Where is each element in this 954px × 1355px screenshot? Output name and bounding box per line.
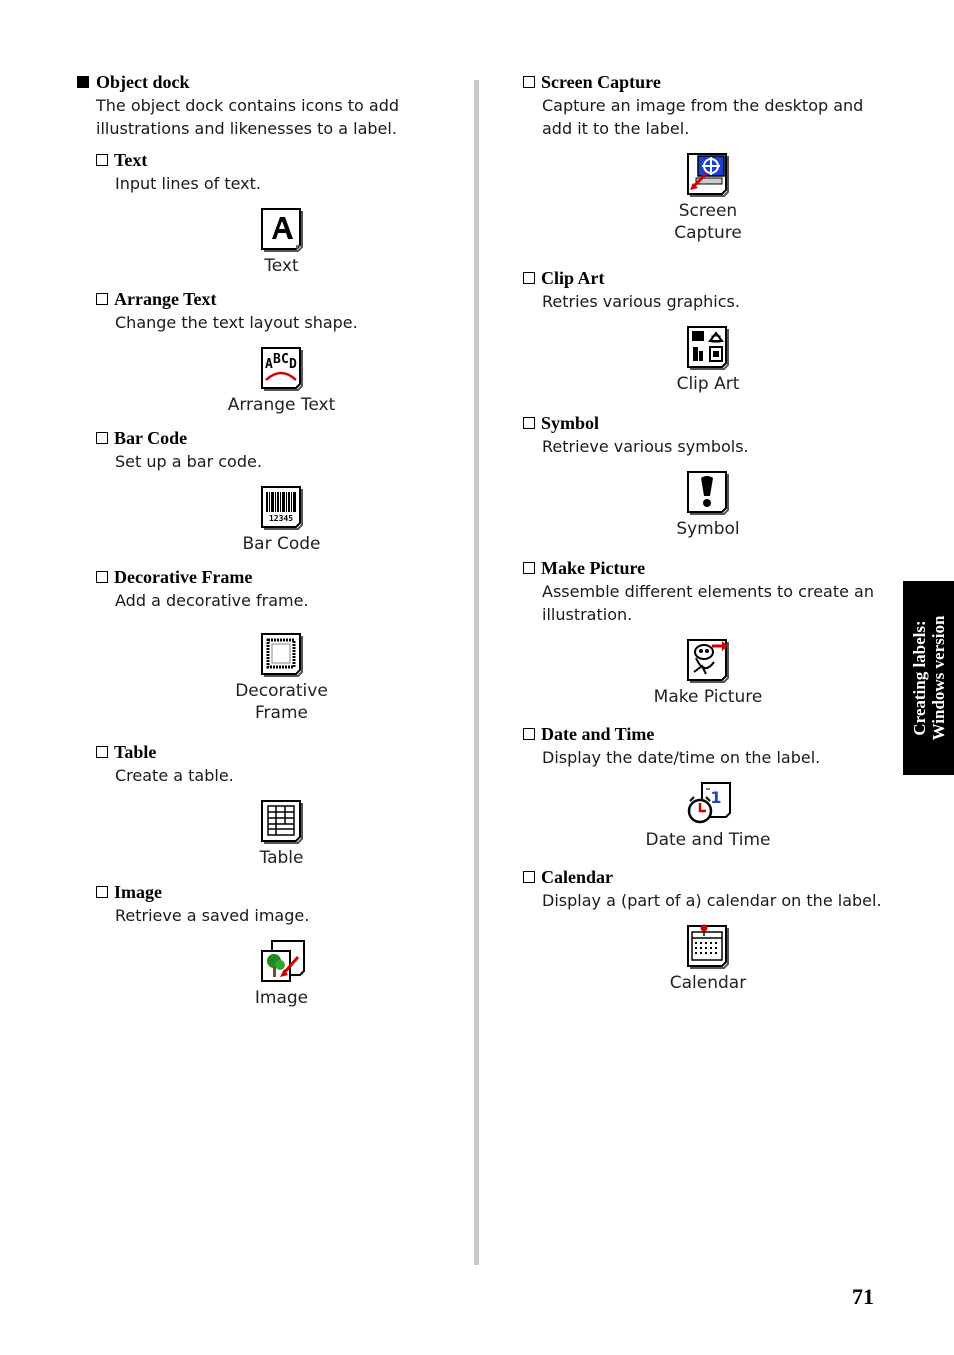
svg-text:1: 1 (710, 788, 722, 807)
item-title: Date and Time (541, 724, 655, 744)
item-clip-art (523, 266, 893, 395)
item-title: Symbol (541, 413, 600, 433)
dock-button-clip-art[interactable] (523, 323, 893, 395)
checkbox-bullet-icon (523, 871, 535, 883)
dock-button-table[interactable] (96, 797, 467, 869)
item-text (96, 148, 467, 277)
dock-button-decorative-frame[interactable] (96, 630, 467, 724)
svg-text:C: C (280, 352, 289, 367)
section-heading-text: Object dock (96, 72, 190, 92)
item-desc: Retries various graphics. (542, 292, 740, 311)
item-symbol (523, 411, 893, 540)
chapter-side-tab (903, 581, 954, 775)
item-title: Image (114, 882, 162, 902)
item-calendar (523, 865, 893, 994)
item-desc: Add a decorative frame. (115, 591, 309, 610)
icon-label: Calendar (669, 973, 747, 993)
checkbox-bullet-icon (96, 293, 108, 305)
item-desc: Retrieve a saved image. (115, 906, 310, 925)
barcode-icon (258, 483, 306, 531)
item-date-time (523, 722, 893, 851)
item-desc: Change the text layout shape. (115, 313, 358, 332)
dock-button-calendar[interactable] (523, 922, 893, 994)
icon-label: Image (254, 988, 309, 1008)
item-desc: Display a (part of a) calendar on the label. (542, 891, 882, 910)
item-heading (523, 556, 893, 580)
icon-label: Date and Time (645, 830, 771, 850)
item-image (96, 880, 467, 1009)
item-heading (96, 148, 467, 172)
icon-label: Arrange Text (227, 395, 336, 415)
text-icon (258, 205, 306, 253)
item-title: Screen Capture (541, 72, 661, 92)
icon-label: Clip Art (676, 374, 740, 394)
page-number: 71 (852, 1284, 874, 1309)
arrange-text-icon (258, 344, 306, 392)
checkbox-bullet-icon (523, 76, 535, 88)
left-column (77, 70, 467, 1009)
item-decorative-frame (96, 565, 467, 724)
item-title: Make Picture (541, 558, 646, 578)
section-heading (77, 70, 467, 94)
item-title: Calendar (541, 867, 613, 887)
svg-text:B: B (272, 352, 281, 367)
checkbox-bullet-icon (523, 272, 535, 284)
icon-label: Table (259, 848, 304, 868)
item-heading (96, 740, 467, 764)
item-desc: Assemble different elements to create an illustration. (542, 582, 874, 624)
table-icon (258, 797, 306, 845)
dock-button-bar-code[interactable] (96, 483, 467, 555)
icon-label: Make Picture (653, 687, 763, 707)
item-title: Decorative Frame (114, 567, 253, 587)
item-title: Text (114, 150, 148, 170)
dock-button-symbol[interactable] (523, 468, 893, 540)
dock-button-arrange-text[interactable] (96, 344, 467, 416)
item-screen-capture (523, 70, 893, 244)
item-desc: Input lines of text. (115, 174, 261, 193)
svg-text:A: A (264, 357, 273, 372)
dock-button-text[interactable] (96, 205, 467, 277)
checkbox-bullet-icon (523, 562, 535, 574)
item-heading (96, 287, 467, 311)
section-intro: The object dock contains icons to add illustrations and likenesses to a label. (96, 96, 399, 138)
decorative-frame-icon (258, 630, 306, 678)
item-heading (523, 266, 893, 290)
checkbox-bullet-icon (96, 571, 108, 583)
screen-capture-icon (684, 150, 732, 198)
dock-button-date-time[interactable] (523, 779, 893, 851)
checkbox-bullet-icon (523, 728, 535, 740)
item-title: Clip Art (541, 268, 605, 288)
item-heading (96, 880, 467, 904)
item-heading (523, 411, 893, 435)
column-divider (474, 80, 479, 1265)
item-title: Bar Code (114, 428, 188, 448)
icon-label: Bar Code (242, 534, 321, 554)
svg-text:12345: 12345 (268, 514, 293, 523)
item-table (96, 740, 467, 869)
calendar-icon (684, 922, 732, 970)
checkbox-bullet-icon (96, 886, 108, 898)
svg-text:D: D (288, 357, 297, 372)
icon-label: Symbol (676, 519, 740, 539)
side-tab-line1: Creating labels: (909, 620, 929, 736)
item-desc: Display the date/time on the label. (542, 748, 821, 767)
item-title: Table (114, 742, 157, 762)
right-column (523, 70, 893, 994)
item-heading (96, 565, 467, 589)
item-desc: Capture an image from the desktop and add it to the label. (542, 96, 864, 138)
icon-label: Decorative Frame (235, 681, 328, 723)
item-desc: Create a table. (115, 766, 234, 785)
image-icon (258, 937, 306, 985)
filled-square-bullet-icon (77, 76, 89, 88)
item-arrange-text (96, 287, 467, 416)
item-desc: Retrieve various symbols. (542, 437, 749, 456)
side-tab-line2: Windows version (928, 615, 948, 741)
side-tab-text (910, 616, 948, 741)
icon-label: Text (264, 256, 299, 276)
icon-label: Screen Capture (674, 201, 742, 243)
dock-button-screen-capture[interactable] (523, 150, 893, 244)
item-bar-code (96, 426, 467, 555)
item-heading (523, 70, 893, 94)
checkbox-bullet-icon (523, 417, 535, 429)
item-heading (523, 865, 893, 889)
symbol-icon (684, 468, 732, 516)
checkbox-bullet-icon (96, 432, 108, 444)
dock-button-image[interactable] (96, 937, 467, 1009)
item-desc: Set up a bar code. (115, 452, 262, 471)
dock-button-make-picture[interactable] (523, 636, 893, 708)
checkbox-bullet-icon (96, 154, 108, 166)
item-heading (96, 426, 467, 450)
date-time-icon (684, 779, 732, 827)
make-picture-icon (684, 636, 732, 684)
item-make-picture (523, 556, 893, 708)
item-heading (523, 722, 893, 746)
clip-art-icon (684, 323, 732, 371)
checkbox-bullet-icon (96, 746, 108, 758)
item-title: Arrange Text (114, 289, 217, 309)
